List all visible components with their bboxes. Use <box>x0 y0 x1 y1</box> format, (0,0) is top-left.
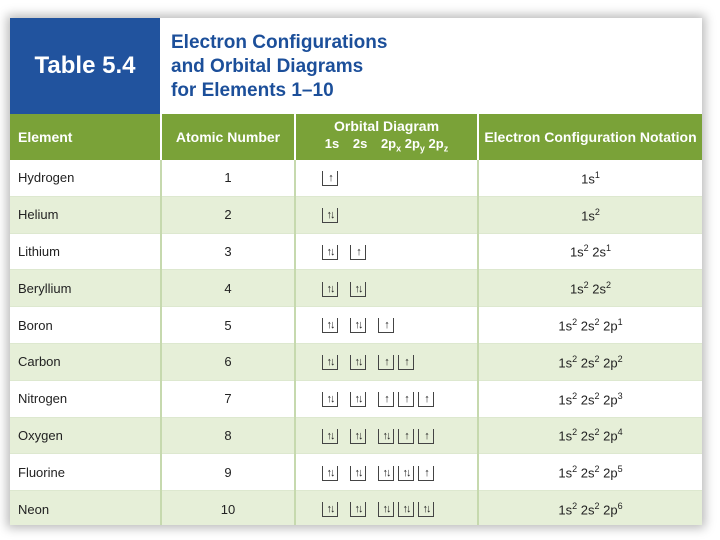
element-name: Neon <box>10 491 161 525</box>
orbital-label-2s: 2s <box>352 135 368 151</box>
configuration-notation: $1s^2$ <box>478 196 702 233</box>
orbital-box: ↑↓ <box>322 466 338 481</box>
table-row <box>10 380 702 417</box>
orbital-box: ↑ <box>398 429 414 444</box>
orbital-diagram <box>295 491 478 525</box>
orbital-box: ↑ <box>418 466 434 481</box>
element-name: Nitrogen <box>10 380 161 417</box>
table-body <box>10 160 702 525</box>
table-row <box>10 270 702 307</box>
element-name: Beryllium <box>10 270 161 307</box>
header-atomic-number: Atomic Number <box>161 114 295 160</box>
orbital-diagram <box>295 343 478 380</box>
table-row <box>10 417 702 454</box>
orbital-box: ↑↓ <box>322 429 338 444</box>
orbital-group <box>350 428 366 444</box>
orbital-box: ↑↓ <box>378 502 394 517</box>
orbital-group <box>322 244 338 260</box>
header-row <box>10 114 702 160</box>
atomic-number: 3 <box>161 233 295 270</box>
orbital-box: ↑↓ <box>418 502 434 517</box>
orbital-group <box>378 465 434 481</box>
orbital-box: ↑↓ <box>350 318 366 333</box>
table-row <box>10 196 702 233</box>
orbital-diagram <box>295 196 478 233</box>
orbital-box: ↑↓ <box>398 502 414 517</box>
orbital-box: ↑↓ <box>350 355 366 370</box>
orbital-group <box>350 317 366 333</box>
orbital-group <box>322 391 338 407</box>
table-label: Table 5.4 <box>10 18 160 114</box>
atomic-number: 1 <box>161 160 295 196</box>
atomic-number: 8 <box>161 417 295 454</box>
element-name: Hydrogen <box>10 160 161 196</box>
orbital-box: ↑↓ <box>350 502 366 517</box>
orbital-diagram-title: Orbital Diagram <box>333 117 440 134</box>
atomic-number: 6 <box>161 343 295 380</box>
orbital-diagram <box>295 270 478 307</box>
orbital-group <box>322 317 338 333</box>
orbital-box: ↑ <box>378 318 394 333</box>
orbital-group <box>350 281 366 297</box>
atomic-number: 5 <box>161 307 295 344</box>
atomic-number: 9 <box>161 454 295 491</box>
orbital-box: ↑ <box>378 355 394 370</box>
orbital-box: ↑↓ <box>350 429 366 444</box>
orbital-box: ↑↓ <box>322 318 338 333</box>
orbital-group <box>322 501 338 517</box>
table-row <box>10 454 702 491</box>
orbital-group <box>350 244 366 260</box>
orbital-box: ↑ <box>378 392 394 407</box>
orbital-group <box>378 317 394 333</box>
table-row <box>10 307 702 344</box>
configuration-notation: $1s^2$ $2s^2$ $2p^5$ <box>478 454 702 491</box>
caption-line: and Orbital Diagrams <box>171 56 364 77</box>
orbital-group <box>378 354 414 370</box>
header-notation: Electron Configuration Notation <box>478 114 702 160</box>
orbital-group <box>350 501 366 517</box>
orbital-diagram <box>295 233 478 270</box>
table-row <box>10 491 702 525</box>
orbital-diagram <box>295 380 478 417</box>
orbital-box: ↑ <box>418 429 434 444</box>
orbital-box: ↑ <box>350 245 366 260</box>
orbital-box: ↑↓ <box>378 429 394 444</box>
orbital-group <box>378 501 434 517</box>
element-name: Oxygen <box>10 417 161 454</box>
orbital-box: ↑↓ <box>322 208 338 223</box>
orbital-group <box>322 281 338 297</box>
configuration-notation: $1s^2$ $2s^2$ <box>478 270 702 307</box>
orbital-diagram <box>295 417 478 454</box>
electron-configuration-table <box>10 114 702 525</box>
element-name: Lithium <box>10 233 161 270</box>
atomic-number: 7 <box>161 380 295 417</box>
configuration-notation: $1s^2$ $2s^1$ <box>478 233 702 270</box>
configuration-notation: $1s^2$ $2s^2$ $2p^4$ <box>478 417 702 454</box>
orbital-group <box>378 391 434 407</box>
orbital-box: ↑↓ <box>350 282 366 297</box>
configuration-notation: $1s^2$ $2s^2$ $2p^2$ <box>478 343 702 380</box>
header-orbital-diagram <box>295 114 478 160</box>
orbital-group <box>322 428 338 444</box>
orbital-label-1s: 1s <box>324 135 340 151</box>
orbital-box: ↑↓ <box>322 282 338 297</box>
orbital-group <box>350 465 366 481</box>
table-caption <box>160 18 702 114</box>
orbital-label-2p: $2p_x$ $2p_y$ $2p_z$ <box>380 135 449 154</box>
orbital-box: ↑↓ <box>350 392 366 407</box>
orbital-box: ↑↓ <box>322 355 338 370</box>
caption-line: Electron Configurations <box>171 32 388 53</box>
table-row <box>10 160 702 196</box>
atomic-number: 4 <box>161 270 295 307</box>
orbital-group <box>378 428 434 444</box>
orbital-group <box>350 354 366 370</box>
orbital-box: ↑↓ <box>350 466 366 481</box>
configuration-notation: $1s^2$ $2s^2$ $2p^6$ <box>478 491 702 525</box>
title-row <box>10 18 702 114</box>
orbital-group <box>322 354 338 370</box>
configuration-notation: $1s^1$ <box>478 160 702 196</box>
atomic-number: 10 <box>161 491 295 525</box>
orbital-labels <box>296 136 477 157</box>
orbital-group <box>322 465 338 481</box>
caption-line: for Elements 1–10 <box>171 80 334 101</box>
orbital-box: ↑ <box>398 392 414 407</box>
table-row <box>10 233 702 270</box>
orbital-box: ↑↓ <box>322 392 338 407</box>
orbital-diagram <box>295 307 478 344</box>
orbital-group <box>322 170 338 186</box>
element-name: Carbon <box>10 343 161 380</box>
atomic-number: 2 <box>161 196 295 233</box>
orbital-box: ↑↓ <box>322 502 338 517</box>
configuration-notation: $1s^2$ $2s^2$ $2p^3$ <box>478 380 702 417</box>
orbital-box: ↑ <box>322 171 338 186</box>
table-figure <box>10 18 702 525</box>
header-element: Element <box>10 114 161 160</box>
orbital-diagram <box>295 454 478 491</box>
element-name: Helium <box>10 196 161 233</box>
orbital-diagram <box>295 160 478 196</box>
orbital-box: ↑↓ <box>378 466 394 481</box>
orbital-box: ↑ <box>418 392 434 407</box>
orbital-box: ↑ <box>398 355 414 370</box>
element-name: Fluorine <box>10 454 161 491</box>
table-row <box>10 343 702 380</box>
orbital-box: ↑↓ <box>398 466 414 481</box>
configuration-notation: $1s^2$ $2s^2$ $2p^1$ <box>478 307 702 344</box>
element-name: Boron <box>10 307 161 344</box>
orbital-group <box>322 207 338 223</box>
orbital-group <box>350 391 366 407</box>
orbital-box: ↑↓ <box>322 245 338 260</box>
